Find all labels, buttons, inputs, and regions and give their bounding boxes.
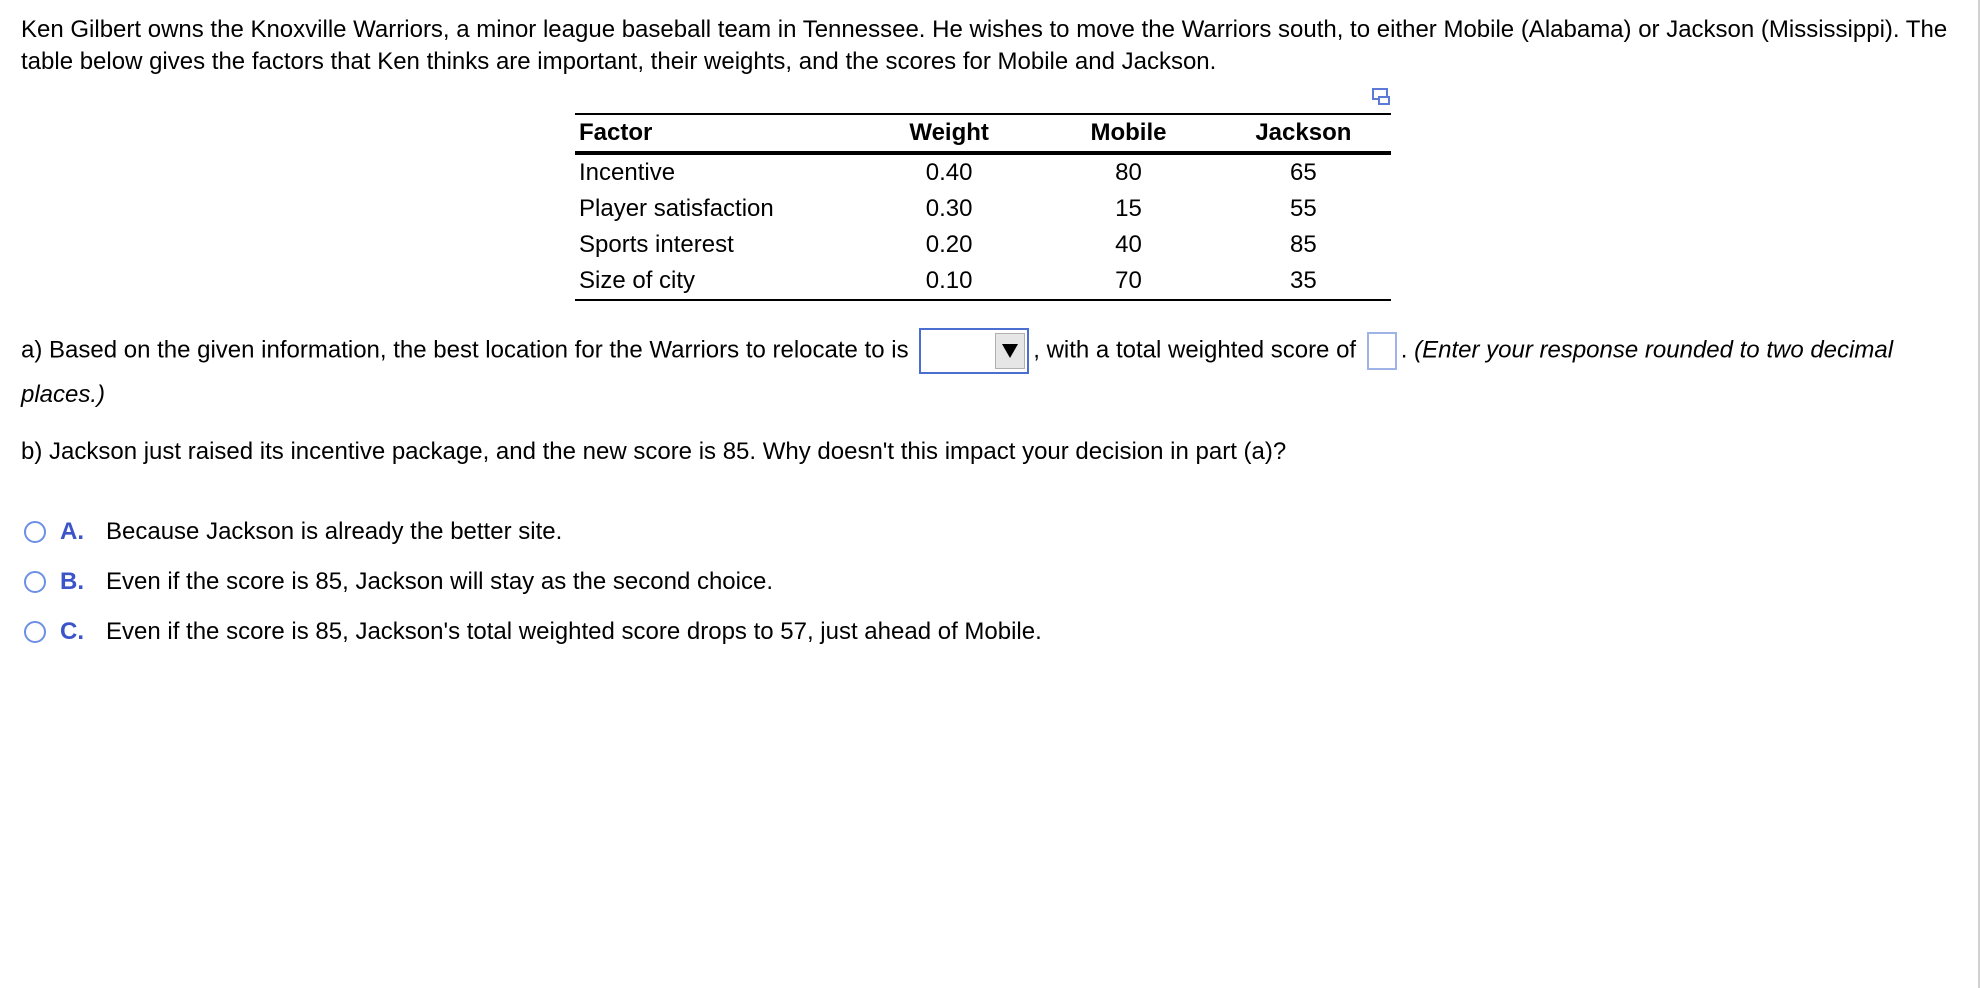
option-b-letter: B.: [60, 568, 84, 595]
option-c-letter: C.: [60, 618, 84, 645]
cell-mobile: 80: [1115, 159, 1142, 186]
part-b-question: b) Jackson just raised its incentive package, and the new score is 85. Why doesn't this impact your decision in part (a)?: [21, 438, 1287, 465]
location-dropdown[interactable]: [919, 328, 1029, 374]
dropdown-arrow-icon[interactable]: [995, 333, 1025, 369]
option-c-text: Even if the score is 85, Jackson's total weighted score drops to 57, just ahead of Mobile.: [106, 618, 1042, 645]
table-row: [575, 191, 1391, 227]
part-a-text-before: a) Based on the given information, the best location for the Warriors to relocate to is: [21, 336, 909, 364]
copy-table-icon[interactable]: [1372, 88, 1392, 106]
option-c[interactable]: [24, 607, 1042, 657]
cell-mobile: 15: [1115, 195, 1142, 222]
option-a-letter: A.: [60, 518, 84, 545]
cell-weight: 0.10: [857, 263, 1041, 300]
cell-jackson: 55: [1290, 195, 1317, 222]
cell-factor: Sports interest: [579, 231, 734, 258]
table-row: [575, 227, 1391, 263]
part-a-question: [21, 328, 1961, 416]
cell-weight: 0.20: [925, 231, 973, 258]
factor-table: [575, 113, 1391, 301]
radio-option-a[interactable]: [24, 521, 46, 543]
answer-options: [24, 507, 1042, 657]
cell-factor: Size of city: [575, 263, 857, 300]
header-factor: Factor: [575, 114, 857, 153]
cell-weight: 0.30: [925, 195, 973, 222]
header-weight: Weight: [857, 114, 1041, 153]
cell-mobile: 70: [1041, 263, 1215, 300]
cell-weight: 0.40: [925, 159, 973, 186]
problem-intro: Ken Gilbert owns the Knoxville Warriors, a minor league baseball team in Tennessee. He wishes to move the Warriors south, to either Mobile (Alabama) or Jackson (Mississippi). The table below gives the factors that Ken thinks are important, their weights, and the scores for Mobile and Jackson.: [21, 16, 1948, 75]
part-a-text-middle: , with a total weighted score of: [1033, 336, 1357, 364]
radio-option-c[interactable]: [24, 621, 46, 643]
part-a-instruction: (Enter your response rounded to two decimal places.): [21, 336, 1894, 408]
table-row: [575, 263, 1391, 300]
header-mobile: Mobile: [1041, 114, 1215, 153]
cell-jackson: 65: [1290, 159, 1317, 186]
cell-jackson: 85: [1290, 231, 1317, 258]
part-a-text-after: .: [1400, 336, 1415, 364]
option-b[interactable]: [24, 557, 1042, 607]
option-a[interactable]: [24, 507, 1042, 557]
weighted-score-input[interactable]: [1367, 332, 1397, 370]
header-jackson: Jackson: [1216, 114, 1391, 153]
table-row: [575, 153, 1391, 191]
cell-jackson: 35: [1216, 263, 1391, 300]
radio-option-b[interactable]: [24, 571, 46, 593]
cell-mobile: 40: [1115, 231, 1142, 258]
cell-factor: Incentive: [579, 159, 676, 186]
table-header-row: [575, 114, 1391, 153]
option-b-text: Even if the score is 85, Jackson will stay as the second choice.: [106, 568, 773, 595]
option-a-text: Because Jackson is already the better site.: [106, 518, 563, 545]
cell-factor: Player satisfaction: [579, 195, 774, 222]
